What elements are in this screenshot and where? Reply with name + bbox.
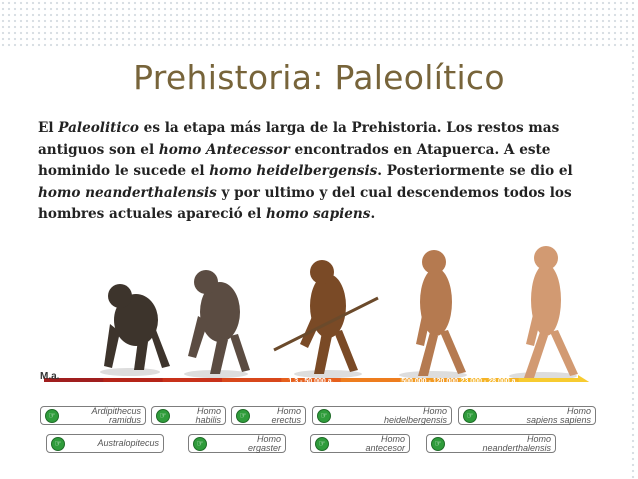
timeline-segment (222, 378, 282, 382)
paragraph-text-3: encontrados en Atapuerca. A este hominido le sucede el (38, 141, 551, 179)
hand-pointer-icon: ☞ (236, 409, 250, 423)
species-box-heidelbergensis (312, 406, 452, 425)
hand-pointer-icon: ☞ (156, 409, 170, 423)
species-name: Homo sapiens sapiens (526, 406, 591, 425)
timeline-segment (341, 378, 401, 382)
hominid-5-figure (524, 246, 578, 378)
paragraph-text-1: El (38, 120, 59, 136)
species-box-sapiens (458, 406, 596, 425)
species-name: Homo antecesor (365, 434, 405, 453)
hand-pointer-icon: ☞ (193, 437, 207, 451)
timeline-segment-label: 500 000 - 120 000 a. (401, 378, 459, 392)
paragraph-term-paleolitico: Paleolitico (58, 120, 139, 136)
timeline-segment-label: 2,5 - 1,6 (179, 383, 206, 390)
species-box-ardipithecus (40, 406, 146, 425)
timeline-segment (163, 378, 223, 382)
species-box-habilis (151, 406, 226, 425)
hand-pointer-icon: ☞ (431, 437, 445, 451)
timeline-segment-label: 150 000 años (526, 383, 571, 390)
hand-pointer-icon: ☞ (463, 409, 477, 423)
paragraph-text-6: . (370, 206, 376, 222)
timeline-segment-label: 23 000 - 28 000 a. (460, 378, 518, 385)
species-box-australopitecus (46, 434, 164, 453)
species-name: Homo heidelbergensis (383, 406, 447, 425)
timeline-segment (103, 378, 163, 382)
species-box-antecesor (310, 434, 410, 453)
paragraph-term-neanderthalensis: homo neanderthalensis (38, 184, 217, 201)
paragraph-term-heidelbergensis: homo heidelbergensis (209, 163, 378, 179)
hand-pointer-icon: ☞ (315, 437, 329, 451)
hominid-1-figure (104, 284, 170, 370)
hominid-4-figure (416, 250, 466, 376)
slide-title: Prehistoria: Paleolítico (133, 58, 505, 97)
timeline-segment-label: 4,5 (68, 383, 79, 390)
species-name: Ardipithecus ramidus (91, 406, 141, 425)
species-name: Homo ergaster (247, 434, 281, 453)
paragraph-term-antecessor: homo Antecessor (158, 141, 290, 158)
paragraph-text-5: y por ultimo y del cual descendemos todos los hombres actuales apareció el (38, 184, 572, 222)
paragraph-text-4: . Posteriormente se dio el (377, 163, 573, 179)
dotted-header-band (0, 0, 638, 48)
axis-label-ma: M.a. (40, 371, 60, 382)
evolution-illustration (38, 232, 598, 476)
hand-pointer-icon: ☞ (317, 409, 331, 423)
species-name: Australopitecus (97, 438, 159, 449)
paragraph-term-sapiens: homo sapiens (266, 206, 371, 222)
timeline-segment-label: 4 - 2 (125, 383, 140, 390)
paragraph-text-2: es la etapa más larga de la Prehistoria. Los restos mas antiguos son el (38, 120, 560, 158)
species-name: Homo erectus (271, 406, 301, 425)
species-name: Homo habilis (195, 406, 221, 425)
hominid-3-figure (274, 260, 378, 374)
hominid-2-figure (188, 270, 250, 374)
species-box-ergaster (188, 434, 286, 453)
timeline-segment (519, 378, 579, 382)
slide-paragraph (38, 118, 598, 226)
timeline-segment-label: 1,3 - 50 000 a. (288, 378, 334, 385)
timeline-segment-label: 1,6 - 1,3 (238, 383, 265, 390)
timeline-arrow-tip (578, 375, 594, 382)
timeline-segment-label: 800 000 a. (353, 383, 387, 390)
species-box-erectus (231, 406, 306, 425)
species-box-neanderthalensis (426, 434, 556, 453)
hand-pointer-icon: ☞ (45, 409, 59, 423)
hominid-silhouettes (38, 232, 598, 382)
hand-pointer-icon: ☞ (51, 437, 65, 451)
species-name: Homo neanderthalensis (482, 434, 551, 453)
